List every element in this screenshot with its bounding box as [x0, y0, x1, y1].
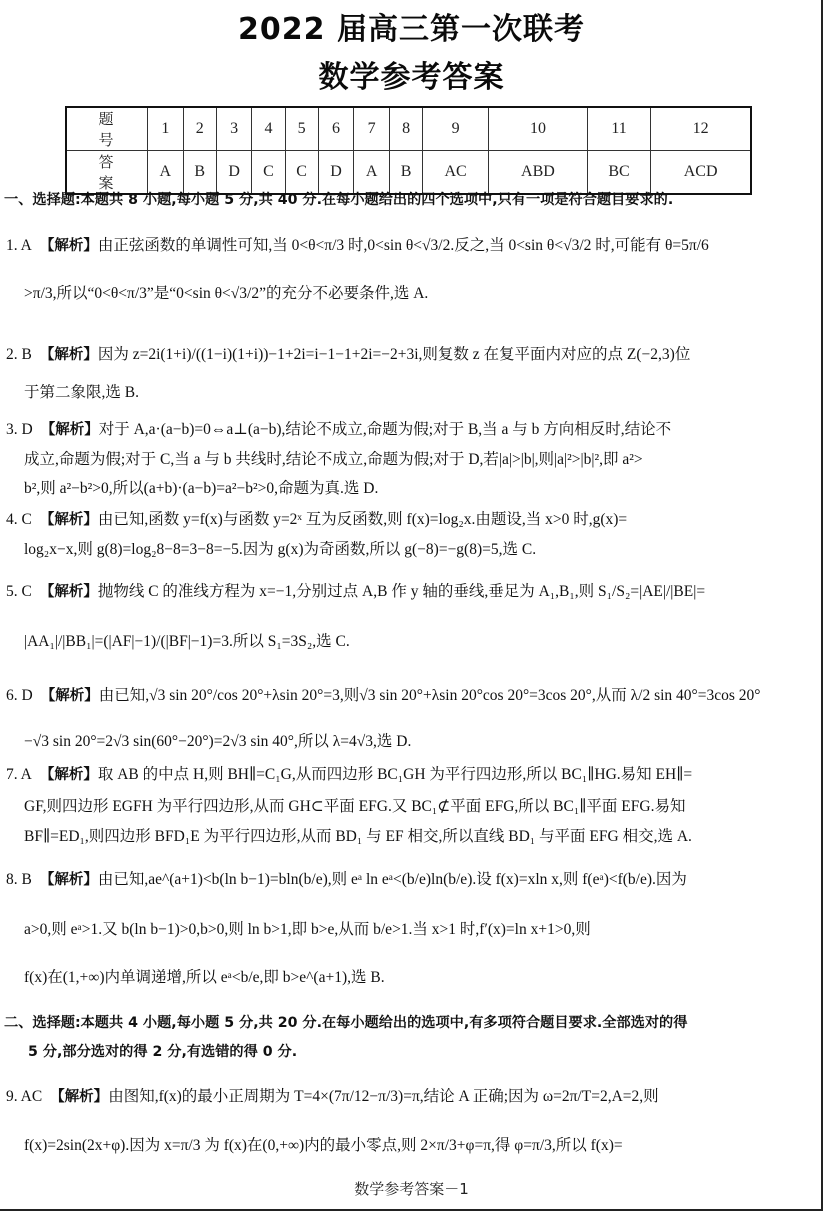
question-number: 6	[318, 107, 354, 151]
document-subtitle: 数学参考答案	[318, 60, 505, 95]
question-number: 10	[489, 107, 588, 151]
answer-cell: BC	[587, 151, 650, 195]
question-9	[6, 1087, 821, 1107]
answer-cell: D	[216, 151, 252, 195]
answer-cell: A	[148, 151, 184, 195]
question-3	[6, 420, 821, 440]
question-number: 7	[354, 107, 390, 151]
solution-line: 成立,命题为假;对于 C,当 a 与 b 共线时,结论不成立,命题为假;对于 D,若|a|>|b|,则|a|²>|b|²,即 a²>	[24, 451, 643, 468]
solution-line: >π/3,所以“0<θ<π/3”是“0<sin θ<√3/2”的充分不必要条件,选 A.	[24, 285, 429, 302]
question-label: 6. D	[6, 687, 33, 704]
question-number: 2	[183, 107, 216, 151]
answer-cell: ACD	[651, 151, 751, 195]
analysis-tag: 【解析】	[40, 688, 99, 704]
solution-line: 于第二象限,选 B.	[24, 384, 139, 401]
question-number: 5	[285, 107, 318, 151]
question-number: 1	[148, 107, 184, 151]
question-label: 2. B	[6, 346, 32, 363]
question-number: 8	[390, 107, 423, 151]
question-5	[6, 582, 821, 602]
solution-text: 由已知,函数 y=f(x)与函数 y=2ˣ 互为反函数,则 f(x)=log₂x.由题设,当 x>0 时,g(x)=	[97, 511, 628, 528]
question-label: 7. A	[6, 766, 32, 783]
question-number: 9	[423, 107, 489, 151]
answer-cell: D	[318, 151, 354, 195]
answer-cell: B	[390, 151, 423, 195]
answer-table	[65, 106, 752, 195]
question-label: 3. D	[6, 421, 33, 438]
row-label: 答 案	[66, 151, 148, 195]
question-label: 1. A	[6, 237, 32, 254]
solution-text: 抛物线 C 的准线方程为 x=−1,分别过点 A,B 作 y 轴的垂线,垂足为 A₁,B₁,则 S₁/S₂=|AE|/|BE|=	[97, 583, 706, 600]
analysis-tag: 【解析】	[40, 422, 99, 438]
question-2	[6, 345, 821, 365]
solution-line: −√3 sin 20°=2√3 sin(60°−20°)=2√3 sin 40°,所以 λ=4√3,选 D.	[24, 733, 412, 750]
answer-cell: C	[252, 151, 285, 195]
answer-cell: ABD	[489, 151, 588, 195]
analysis-tag: 【解析】	[39, 347, 98, 363]
question-number: 12	[651, 107, 751, 151]
question-number: 11	[587, 107, 650, 151]
question-number: 3	[216, 107, 252, 151]
section-heading-1: 一、选择题:本题共 8 小题,每小题 5 分,共 40 分.在每小题给出的四个选项中,只有一项是符合题目要求的.	[4, 192, 674, 208]
question-label: 9. AC	[6, 1088, 43, 1105]
question-8	[6, 870, 821, 890]
analysis-tag: 【解析】	[50, 1089, 109, 1105]
analysis-tag: 【解析】	[39, 512, 98, 528]
answer-row	[66, 151, 751, 195]
solution-text: 由已知,ae^(a+1)<b(ln b−1)=bln(b/e),则 eᵃ ln eᵃ<(b/e)ln(b/e).设 f(x)=xln x,则 f(eᵃ)<f(b/e).因为	[97, 871, 687, 888]
answer-cell: C	[285, 151, 318, 195]
solution-line: b²,则 a²−b²>0,所以(a+b)·(a−b)=a²−b²>0,命题为真.选 D.	[24, 480, 379, 497]
solution-line: BF∥=ED₁,则四边形 BFD₁E 为平行四边形,从而 BD₁ 与 EF 相交,所以直线 BD₁ 与平面 EFG 相交,选 A.	[24, 828, 692, 845]
question-label: 4. C	[6, 511, 32, 528]
solution-line: log₂x−x,则 g(8)=log₂8−8=3−8=−5.因为 g(x)为奇函数,所以 g(−8)=−g(8)=5,选 C.	[24, 541, 537, 558]
analysis-tag: 【解析】	[39, 238, 98, 254]
row-label: 题 号	[66, 107, 148, 151]
solution-text: 取 AB 的中点 H,则 BH∥=C₁G,从而四边形 BC₁GH 为平行四边形,所以 BC₁∥HG.易知 EH∥=	[97, 766, 693, 783]
section-heading-2-cont: 5 分,部分选对的得 2 分,有选错的得 0 分.	[28, 1044, 298, 1060]
solution-line: a>0,则 eᵃ>1.又 b(ln b−1)>0,b>0,则 ln b>1,即 b>e,从而 b/e>1.当 x>1 时,f′(x)=ln x+1>0,则	[24, 921, 591, 938]
question-number: 4	[252, 107, 285, 151]
answer-cell: AC	[423, 151, 489, 195]
analysis-tag: 【解析】	[39, 872, 98, 888]
solution-line: f(x)=2sin(2x+φ).因为 x=π/3 为 f(x)在(0,+∞)内的最小零点,则 2×π/3+φ=π,得 φ=π/3,所以 f(x)=	[24, 1137, 623, 1154]
answer-cell: A	[354, 151, 390, 195]
solution-text: 对于 A,a·(a−b)=0⇔a⊥(a−b),结论不成立,命题为假;对于 B,当 a 与 b 方向相反时,结论不	[98, 421, 672, 438]
solution-line: |AA₁|/|BB₁|=(|AF|−1)/(|BF|−1)=3.所以 S₁=3S₂,选 C.	[24, 633, 350, 650]
answer-cell: B	[183, 151, 216, 195]
section-heading-2: 二、选择题:本题共 4 小题,每小题 5 分,共 20 分.在每小题给出的选项中,有多项符合题目要求.全部选对的得	[4, 1015, 688, 1031]
solution-text: 由已知,√3 sin 20°/cos 20°+λsin 20°=3,则√3 sin 20°+λsin 20°cos 20°=3cos 20°,从而 λ/2 sin 40°=3cos 20°	[98, 687, 761, 704]
solution-text: 因为 z=2i(1+i)/((1−i)(1+i))−1+2i=i−1−1+2i=−2+3i,则复数 z 在复平面内对应的点 Z(−2,3)位	[97, 346, 691, 363]
solution-text: 由图知,f(x)的最小正周期为 T=4×(7π/12−π/3)=π,结论 A 正确;因为 ω=2π/T=2,A=2,则	[108, 1088, 659, 1105]
question-7	[6, 765, 821, 785]
solution-line: GF,则四边形 EGFH 为平行四边形,从而 GH⊂平面 EFG.又 BC₁⊄平面 EFG,所以 BC₁∥平面 EFG.易知	[24, 798, 686, 815]
analysis-tag: 【解析】	[39, 767, 98, 783]
question-label: 8. B	[6, 871, 32, 888]
question-6	[6, 686, 821, 706]
question-label: 5. C	[6, 583, 32, 600]
solution-line: f(x)在(1,+∞)内单调递增,所以 eᵃ<b/e,即 b>e^(a+1),选 B.	[24, 969, 385, 986]
question-1	[6, 236, 821, 256]
solution-text: 由正弦函数的单调性可知,当 0<θ<π/3 时,0<sin θ<√3/2.反之,当 0<sin θ<√3/2 时,可能有 θ=5π/6	[97, 237, 709, 254]
document-title: 2022 届高三第一次联考	[238, 12, 585, 47]
question-4	[6, 510, 821, 530]
analysis-tag: 【解析】	[39, 584, 98, 600]
page-footer: 数学参考答案－1	[354, 1180, 469, 1198]
question-number-row	[66, 107, 751, 151]
